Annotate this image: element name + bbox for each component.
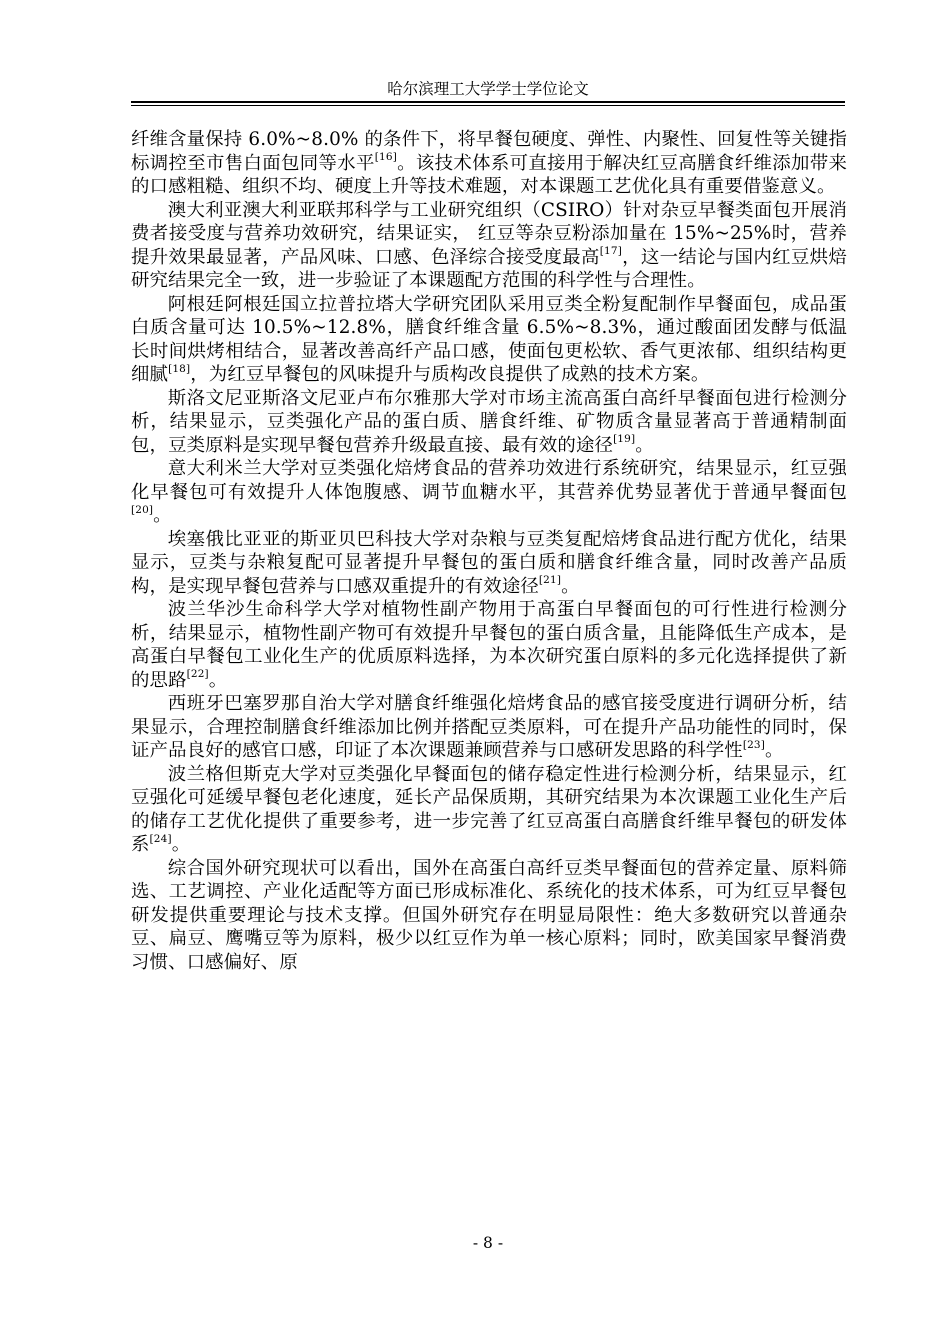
paragraph xyxy=(131,199,847,293)
header-rule-thin xyxy=(131,105,845,106)
paragraph-text: 纤维含量保持 6.0%~8.0% 的条件下，将早餐包硬度、弹性、内聚性、回复性等关键指标调控至市售白面包同等水平 xyxy=(131,129,847,174)
citation-ref: [17] xyxy=(599,245,622,258)
paragraph-tail: 。 xyxy=(765,740,784,761)
paragraph xyxy=(131,457,847,528)
paragraph xyxy=(131,528,847,599)
citation-ref: [18] xyxy=(168,362,191,375)
citation-ref: [22] xyxy=(186,668,209,681)
page-number: - 8 - xyxy=(472,1234,504,1252)
paragraph xyxy=(131,598,847,692)
paragraph-text: 意大利米兰大学对豆类强化焙烤食品的营养功效进行系统研究，结果显示，红豆强化早餐包可有效提升人体饱腹感、调节血糖水平，其营养优势显著优于普通早餐面包 xyxy=(131,458,847,503)
paragraph-text: 澳大利亚澳大利亚联邦科学与工业研究组织（CSIRO）针对杂豆早餐类面包开展消费者接受度与营养功效研究，结果证实， 红豆等杂豆粉添加量在 15%~25%时，营养提升效果最显著，产品风味、口感、色泽综合接受度最高 xyxy=(131,199,847,268)
citation-ref: [19] xyxy=(613,433,636,446)
paragraph xyxy=(131,293,847,387)
paragraph-text: 阿根廷阿根廷国立拉普拉塔大学研究团队采用豆类全粉复配制作早餐面包，成品蛋白质含量可达 10.5%~12.8%，膳食纤维含量 6.5%~8.3%，通过酸面团发酵与低温长时间烘烤相结合，显著改善高纤产品口感，使面包更松软、香气更浓郁、组织结构更细腻 xyxy=(131,293,847,385)
paragraph xyxy=(131,387,847,458)
page-header-title: 哈尔滨理工大学学士学位论文 xyxy=(387,80,589,98)
paragraph-text: 埃塞俄比亚亚的斯亚贝巴科技大学对杂粮与豆类复配焙烤食品进行配方优化，结果显示，豆类与杂粮复配可显著提升早餐包的蛋白质和膳食纤维含量，同时改善产品质构，是实现早餐包营养与口感双重提升的有效途径 xyxy=(131,528,847,597)
citation-ref: [23] xyxy=(742,738,765,751)
paragraph xyxy=(131,857,847,975)
paragraph xyxy=(131,128,847,199)
paragraph-tail: 。 xyxy=(171,834,191,855)
citation-ref: [20] xyxy=(131,503,154,516)
citation-ref: [21] xyxy=(538,574,562,587)
citation-ref: [16] xyxy=(374,151,397,164)
paragraph-tail: 。 xyxy=(635,434,654,456)
citation-ref: [24] xyxy=(149,832,172,845)
paragraph-tail: 。 xyxy=(153,505,172,526)
paragraph-tail: 。该技术体系可直接用于解决红豆高膳食纤维添加带来的口感粗糙、组织不均、硬度上升等技术难题，对本课题工艺优化具有重要借鉴意义。 xyxy=(131,152,847,197)
paragraph-tail: ，为红豆早餐包的风味提升与质构改良提供了成熟的技术方案。 xyxy=(190,364,710,385)
paragraph-text: 波兰华沙生命科学大学对植物性副产物用于高蛋白早餐面包的可行性进行检测分析，结果显示，植物性副产物可有效提升早餐包的蛋白质含量，且能降低生产成本，是高蛋白早餐包工业化生产的优质原料选择，为本次研究蛋白原料的多元化选择提供了新的思路 xyxy=(131,599,847,691)
paragraph-text: 波兰格但斯克大学对豆类强化早餐面包的储存稳定性进行检测分析，结果显示，红豆强化可延缓早餐包老化速度，延长产品保质期，其研究结果为本次课题工业化生产后的储存工艺优化提供了重要参考，进一步完善了红豆高蛋白高膳食纤维早餐包的研发体系 xyxy=(131,763,847,855)
paragraph xyxy=(131,692,847,763)
header-rule-thick xyxy=(131,101,845,103)
paragraph-tail: 。 xyxy=(561,575,580,597)
body-text xyxy=(131,128,847,974)
paragraph xyxy=(131,763,847,857)
paragraph-tail: 。 xyxy=(208,669,228,691)
paragraph-tail: ，这一结论与国内红豆烘焙研究结果完全一致，进一步验证了本课题配方范围的科学性与合理性。 xyxy=(131,246,847,291)
paragraph-text: 西班牙巴塞罗那自治大学对膳食纤维强化焙烤食品的感官接受度进行调研分析，结果显示，合理控制膳食纤维添加比例并搭配豆类原料，可在提升产品功能性的同时，保证产品良好的感官口感，印证了本次课题兼顾营养与口感研发思路的科学性 xyxy=(131,693,847,761)
paragraph-text: 斯洛文尼亚斯洛文尼亚卢布尔雅那大学对市场主流高蛋白高纤早餐面包进行检测分析，结果显示，豆类强化产品的蛋白质、膳食纤维、矿物质含量显著高于普通精制面包，豆类原料是实现早餐包营养升级最直接、最有效的途径 xyxy=(131,387,847,456)
paragraph-text: 综合国外研究现状可以看出，国外在高蛋白高纤豆类早餐面包的营养定量、原料筛选、工艺调控、产业化适配等方面已形成标准化、系统化的技术体系，可为红豆早餐包研发提供重要理论与技术支撑。但国外研究存在明显局限性：绝大多数研究以普通杂豆、扁豆、鹰嘴豆等为原料，极少以红豆作为单一核心原料；同时，欧美国家早餐消费习惯、口感偏好、原 xyxy=(131,857,847,973)
